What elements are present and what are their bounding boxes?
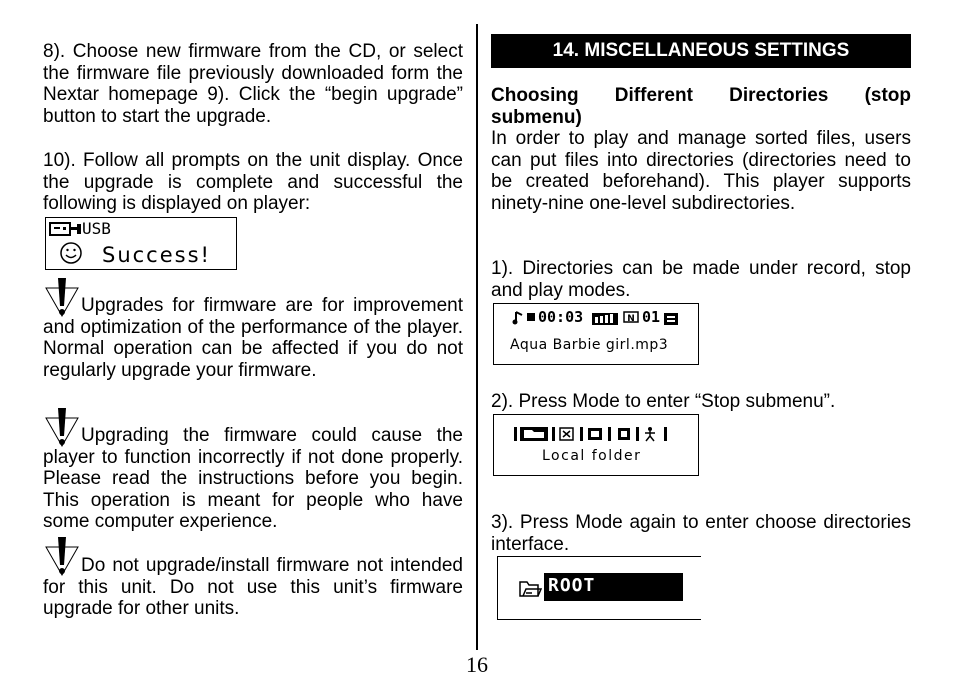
menu-label: Local folder <box>542 448 642 464</box>
music-note-icon <box>512 310 526 331</box>
warning-2-text: Upgrading the firmware could cause the player to function incorrectly if not done properly. Please read the instructions before you begin. This operation is meant for people who have some computer experience. <box>43 425 463 533</box>
repeat-icon <box>621 310 641 329</box>
root-label: ROOT <box>548 575 596 596</box>
page-number: 16 <box>466 652 488 677</box>
lcd-success-display <box>45 217 237 270</box>
column-divider <box>476 24 478 650</box>
step-10-paragraph: 10). Follow all prompts on the unit display. Once the upgrade is complete and successful the following is displayed on player: <box>43 150 463 215</box>
eq-icon <box>664 312 678 330</box>
battery-icon <box>592 312 618 330</box>
step-1-paragraph: 1). Directories can be made under record, stop and play modes. <box>491 258 911 301</box>
step-3-paragraph: 3). Press Mode again to enter choose directories interface. <box>491 512 911 555</box>
play-time: 00:03 <box>538 308 584 326</box>
play-icon <box>527 313 535 321</box>
track-filename: Aqua Barbie girl.mp3 <box>510 337 669 353</box>
lcd-menu-display <box>493 414 699 476</box>
root-selection <box>544 573 683 601</box>
folder-icon <box>518 577 542 604</box>
intro-paragraph: In order to play and manage sorted files, users can put files into directories (directories need to be created beforehand). This player supports ninety-nine one-level subdirectories. <box>491 128 911 214</box>
sub-heading: Choosing Different Directories (stop submenu) <box>491 85 911 128</box>
lcd-play-display <box>493 303 699 365</box>
lcd-root-display <box>497 556 701 620</box>
section-heading: 14. MISCELLANEOUS SETTINGS <box>491 34 911 68</box>
step-2-paragraph: 2). Press Mode to enter “Stop submenu”. <box>491 391 836 412</box>
track-number: 01 <box>642 308 661 326</box>
smiley-icon <box>59 241 83 270</box>
warning-1-text: Upgrades for firmware are for improvement and optimization of the performance of the player. Normal operation can be affected if you do not regularly upgrade your firmware. <box>43 295 463 381</box>
step-8-9-paragraph: 8). Choose new firmware from the CD, or select the firmware file previously downloaded form the Nextar homepage 9). Click the “begin upgrade” button to start the upgrade. <box>43 41 463 127</box>
svg-text:N: N <box>627 314 635 324</box>
menu-icon-strip <box>514 425 682 448</box>
usb-label: USB <box>82 219 111 238</box>
success-message: Success! <box>102 243 211 267</box>
usb-icon <box>49 221 83 242</box>
warning-3-text: Do not upgrade/install firmware not intended for this unit. Do not use this unit’s firmware upgrade for other units. <box>43 555 463 620</box>
